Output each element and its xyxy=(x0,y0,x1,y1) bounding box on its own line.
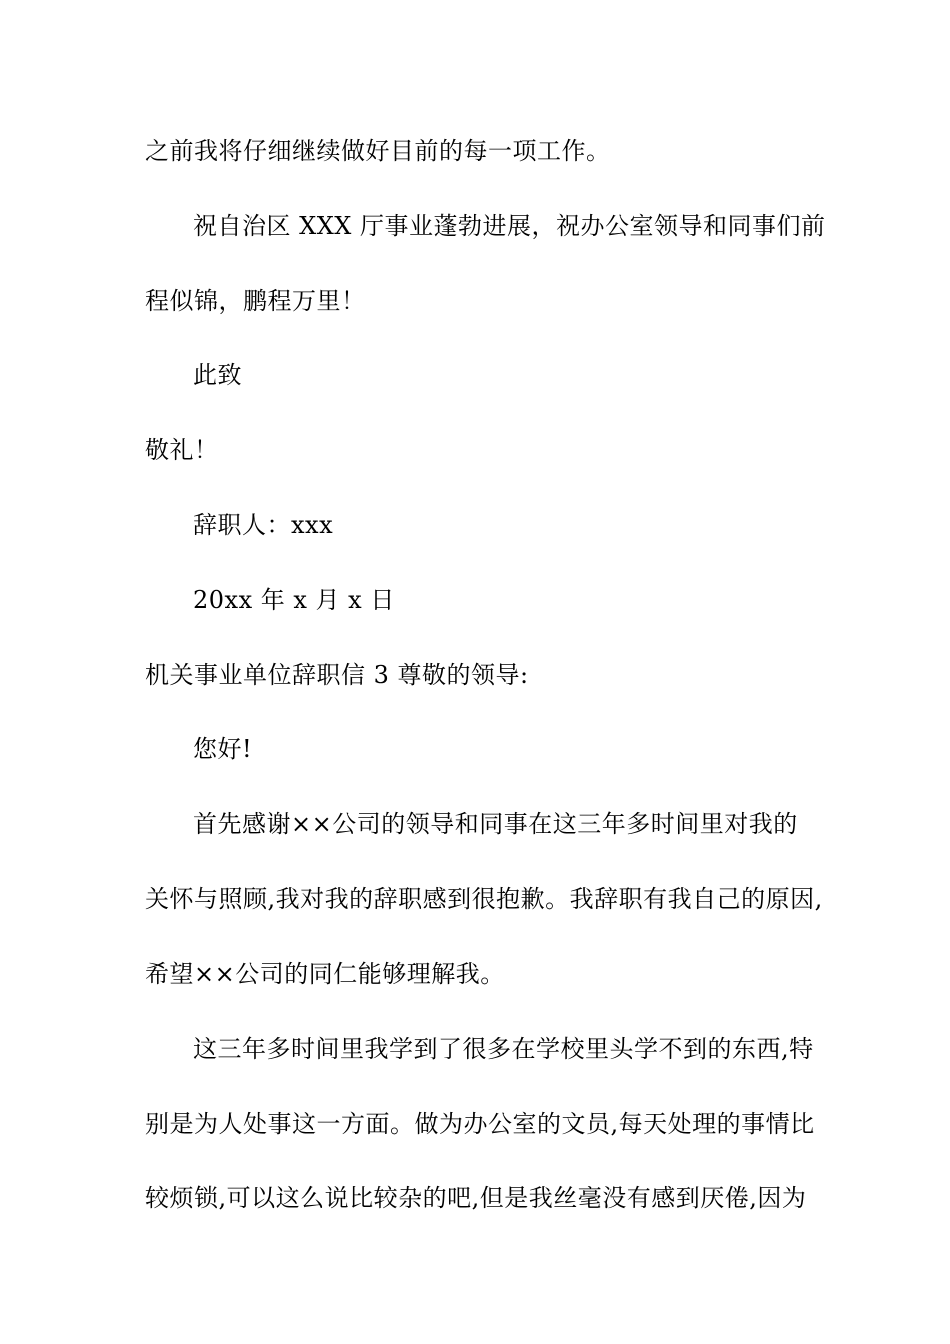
section-heading: 机关事业单位辞职信 3 尊敬的领导: xyxy=(145,661,529,689)
text-line: 这三年多时间里我学到了很多在学校里头学不到的东西,特 xyxy=(193,1035,814,1063)
text-line: 之前我将仔细继续做好目前的每一项工作。 xyxy=(145,137,611,165)
text-line: 较烦锁,可以这么说比较杂的吧,但是我丝毫没有感到厌倦,因为 xyxy=(145,1184,807,1212)
salutation-line: 敬礼！ xyxy=(145,436,219,464)
date-line: 20xx 年 x 月 x 日 xyxy=(193,586,395,614)
text-line: 祝自治区 XXX 厅事业蓬勃进展，祝办公室领导和同事们前 xyxy=(193,212,826,240)
greeting-line: 您好! xyxy=(193,735,253,763)
text-line: 程似锦，鹏程万里！ xyxy=(145,287,366,315)
text-line: 希望××公司的同仁能够理解我。 xyxy=(145,960,505,988)
text-line: 别是为人处事这一方面。做为办公室的文员,每天处理的事情比 xyxy=(145,1110,815,1138)
text-line: 关怀与照顾,我对我的辞职感到很抱歉。我辞职有我自己的原因, xyxy=(145,885,823,913)
text-line: 首先感谢××公司的领导和同事在这三年多时间里对我的 xyxy=(193,810,798,838)
signature-line: 辞职人：xxx xyxy=(193,511,334,539)
salutation-line: 此致 xyxy=(193,361,242,389)
